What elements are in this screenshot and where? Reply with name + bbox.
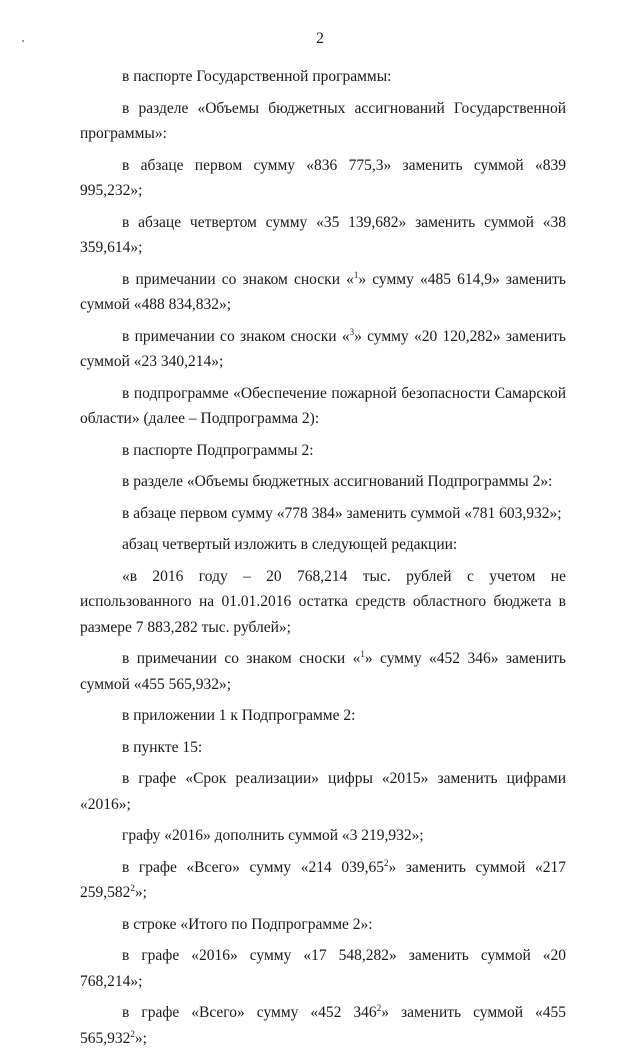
- footnote-mark: 2: [383, 857, 389, 868]
- footnote-mark: 2: [130, 883, 135, 893]
- paragraph: [80, 324, 566, 375]
- footnote-mark: 2: [376, 1003, 382, 1013]
- paragraph: [80, 267, 566, 318]
- paragraph-text: в примечании со знаком сноски «: [122, 270, 354, 288]
- paragraph: в абзаце первом сумму «778 384» заменить суммой «781 603,932»;: [122, 504, 562, 522]
- footnote-mark: 2: [130, 1028, 135, 1039]
- paragraph-text: »;: [134, 884, 147, 901]
- footnote-mark: 1: [353, 269, 359, 280]
- paragraph: в подпрограмме «Обеспечение пожарной безопасности Самарской области» (далее – Подпрограмма 2):: [80, 384, 566, 427]
- paragraph: в разделе «Объемы бюджетных ассигнований Государственной программы»:: [80, 99, 566, 142]
- paragraph-text: » сумму «20 120,282» заменить суммой «23 340,214»;: [80, 327, 566, 370]
- paragraph: в паспорте Подпрограммы 2:: [122, 441, 314, 459]
- paragraph: в разделе «Объемы бюджетных ассигнований Подпрограммы 2»:: [122, 473, 553, 490]
- paragraph-text: » сумму «485 614,9» заменить суммой «488 834,832»;: [80, 270, 566, 313]
- paragraph: в паспорте Государственной программы:: [122, 68, 392, 85]
- paragraph-text: в примечании со знаком сноски «: [122, 327, 350, 345]
- paragraph: «в 2016 году – 20 768,214 тыс. рублей с учетом не использованного на 01.01.2016 остатка средств областного бюджета в размере 7 883,282 тыс. рублей»;: [80, 567, 566, 636]
- paragraph: [80, 855, 566, 906]
- paragraph-text: »;: [134, 1029, 147, 1047]
- paragraph-text: в примечании со знаком сноски «: [122, 650, 361, 667]
- paragraph-text: в графе «Всего» сумму «214 039,65: [122, 858, 384, 876]
- footnote-mark: 1: [360, 649, 365, 659]
- paragraph: [80, 646, 566, 697]
- paragraph: в абзаце четвертом сумму «35 139,682» заменить суммой «38 359,614»;: [80, 213, 566, 256]
- paragraph-text: » заменить суммой «455 565,932: [80, 1004, 567, 1047]
- paragraph: в приложении 1 к Подпрограмме 2:: [122, 707, 356, 724]
- paragraph-text: в графе «Всего» сумму «452 346: [122, 1004, 377, 1021]
- paragraph: в графе «Срок реализации» цифры «2015» заменить цифрами «2016»;: [80, 770, 566, 813]
- paragraph: в графе «2016» сумму «17 548,282» заменить суммой «20 768,214»;: [80, 947, 566, 990]
- footnote-mark: 3: [349, 326, 355, 337]
- paragraph: в пункте 15:: [122, 738, 203, 756]
- page-number: 2: [316, 30, 324, 47]
- paragraph: абзац четвертый изложить в следующей редакции:: [122, 536, 458, 553]
- paragraph: в абзаце первом сумму «836 775,3» заменить суммой «839 995,232»;: [80, 156, 566, 199]
- paragraph-text: » сумму «452 346» заменить суммой «455 565,932»;: [80, 650, 566, 693]
- paragraph: в строке «Итого по Подпрограмме 2»:: [122, 915, 373, 933]
- paragraph: графу «2016» дополнить суммой «3 219,932»;: [122, 827, 424, 844]
- paragraph: [80, 1000, 566, 1051]
- document-body: [80, 64, 566, 1051]
- paragraph-text: » заменить суммой «217 259,582: [80, 858, 567, 901]
